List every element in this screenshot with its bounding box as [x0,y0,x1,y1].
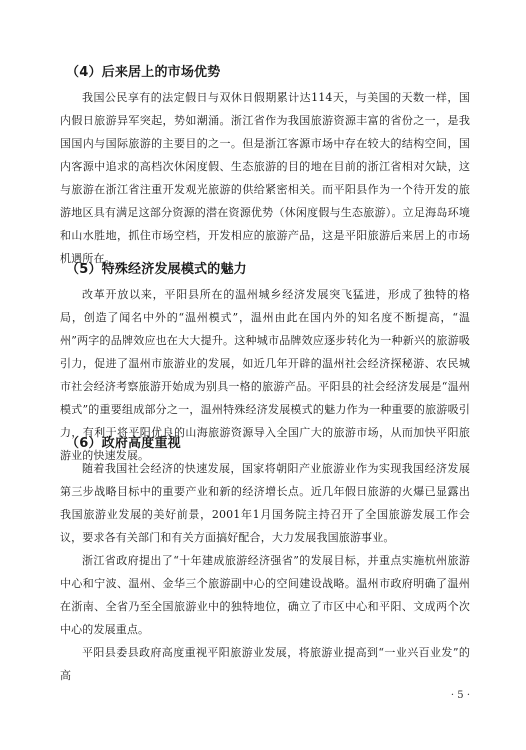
section-heading: （4）后来居上的市场优势 [66,65,221,80]
paragraph: 平阳县委县政府高度重视平阳旅游业发展，将旅游业提高到“一业兴百业发”的高 [60,646,470,682]
paragraph: 随着我国社会经济的快速发展，国家将朝阳产业旅游业作为实现我国经济发展第三步战略目标中的重要产业和新的经济增长点。近几年假日旅游的火爆已显露出我国旅游业发展的美好前景，2001年1月国务院主持召开了全国旅游发展工作会议，要求各有关部门和有关方面搞好配合，大力发展我国旅游事业。 [60,462,470,544]
section-market-advantage [60,64,470,270]
section-heading: （5）特殊经济发展模式的魅力 [66,262,247,277]
section-government-support [60,435,470,687]
paragraph: 改革开放以来，平阳县所在的温州城乡经济发展突飞猛进，形成了独特的格局，创造了闻名中外的“温州模式”，温州由此在国内外的知名度不断提高，“温州”两字的品牌效应也在大大提升。这种城市品牌效应逐步转化为一种新兴的旅游吸引力，促进了温州市旅游业的发展，如近几年开辟的温州社会经济探秘游、农民城市社会经济考察旅游开始成为别具一格的旅游产品。平阳县的社会经济发展是“温州模式”的重要组成部分之一，温州特殊经济发展模式的魅力作为一种重要的旅游吸引力，有利于将平阳优良的山海旅游资源导入全国广大的旅游市场，从而加快平阳旅游业的快速发展。 [60,288,470,462]
paragraph: 浙江省政府提出了“十年建成旅游经济强省”的发展目标，并重点实施杭州旅游中心和宁波、温州、金华三个旅游副中心的空间建设战略。温州市政府明确了温州在浙南、全省乃至全国旅游业中的独特地位，确立了市区中心和平阳、文成两个次中心的发展重点。 [60,554,470,636]
page-number: · 5 · [450,690,470,701]
paragraph: 我国公民享有的法定假日与双休日假期累计达114天，与美国的天数一样，国内假日旅游异军突起，势如潮涌。浙江省作为我国旅游资源丰富的省份之一，是我国国内与国际旅游的主要目的之一。但是浙江客源市场中存在较大的结构空间，国内客源中追求的高档次休闲度假、生态旅游的目的地在目前的浙江省相对欠缺，这与旅游在浙江省注重开发观光旅游的供给紧密相关。而平阳县作为一个待开发的旅游地区具有满足这部分资源的潜在资源优势（休闲度假与生态旅游）。立足海岛环境和山水胜地，抓住市场空档，开发相应的旅游产品，这是平阳旅游后来居上的市场机遇所在。 [60,91,470,265]
section-heading: （6）政府高度重视 [66,436,181,451]
